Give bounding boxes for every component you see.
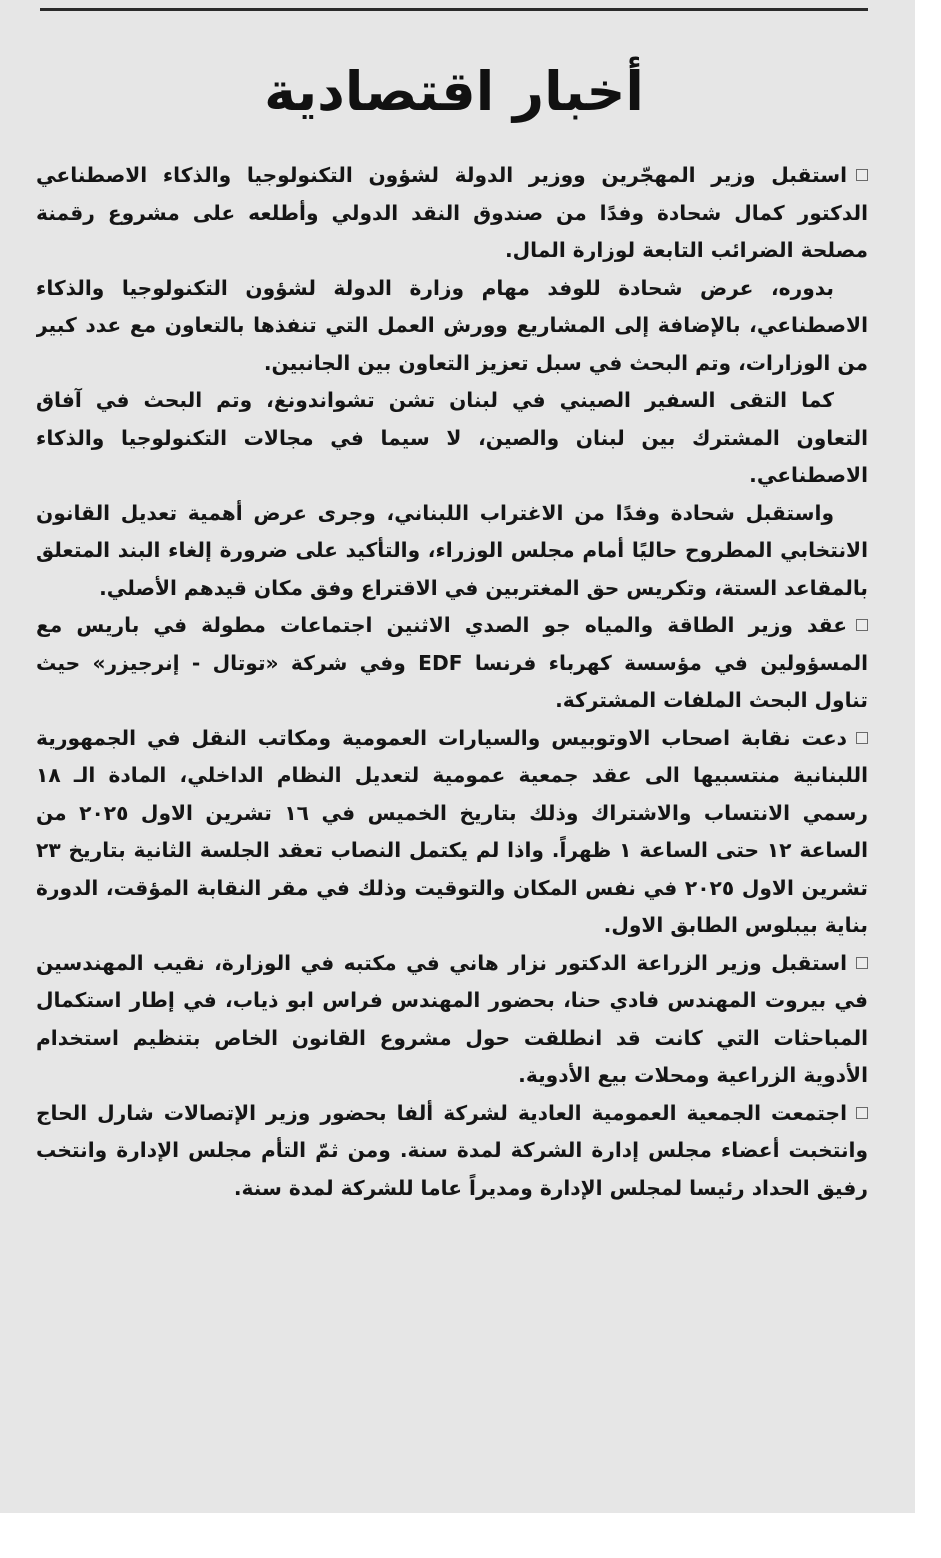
square-bullet-icon <box>856 957 868 969</box>
paragraph-text: كما التقى السفير الصيني في لبنان تشن تشواندونغ، وتم البحث في آفاق التعاون المشترك بين لبنان والصين، لا سيما في مجالات التكنولوجيا والذكاء الاصطناعي. <box>36 388 868 487</box>
news-item <box>36 720 868 945</box>
news-item <box>36 382 868 495</box>
section-title: أخبار اقتصادية <box>264 60 644 123</box>
paragraph-text: استقبل وزير الزراعة الدكتور نزار هاني في مكتبه في الوزارة، نقيب المهندسين في بيروت المهندس فادي حنا، بحضور المهندس فراس ابو ذياب، في إطار استكمال المباحثات التي كانت قد انطلقت حول مشروع القانون الخاص بتنظيم استخدام الأدوية الزراعية ومحلات بيع الأدوية. <box>36 950 868 1087</box>
news-item <box>36 157 868 270</box>
paragraph-text: واستقبل شحادة وفدًا من الاغتراب اللبناني، وجرى عرض أهمية تعديل القانون الانتخابي المطروح حاليًا أمام مجلس الوزراء، والتأكيد على ضرورة إلغاء البند المتعلق بالمقاعد الستة، وتكريس حق المغتربين في الاقتراع وفق مكان قيدهم الأصلي. <box>36 500 868 600</box>
square-bullet-icon <box>856 1107 868 1119</box>
news-item <box>36 607 868 720</box>
news-column <box>36 157 868 1497</box>
square-bullet-icon <box>856 732 868 744</box>
news-item <box>36 945 868 1095</box>
paragraph-text: استقبل وزير المهجّرين ووزير الدولة لشؤون التكنولوجيا والذكاء الاصطناعي الدكتور كمال شحادة وفدًا من صندوق النقد الدولي وأطلعه على مشروع رقمنة مصلحة الضرائب التابعة لوزارة المال. <box>36 163 868 262</box>
paragraph-text: بدوره، عرض شحادة للوفد مهام وزارة الدولة لشؤون التكنولوجيا والذكاء الاصطناعي، بالإضافة إلى المشاريع وورش العمل التي تنفذها بالتعاون مع عدد كبير من الوزارات، وتم البحث في سبل تعزيز التعاون بين الجانبين. <box>36 275 868 375</box>
news-item <box>36 495 868 608</box>
paragraph-text: اجتمعت الجمعية العمومية العادية لشركة ألفا بحضور وزير الإتصالات شارل الحاج وانتخبت أعضاء مجلس إدارة الشركة لمدة سنة. ومن ثمّ التأم مجلس الإدارة وانتخب رفيق الحداد رئيسا لمجلس الإدارة ومديراً عاما للشركة لمدة سنة. <box>36 1100 868 1200</box>
square-bullet-icon <box>856 619 868 631</box>
square-bullet-icon <box>856 169 868 181</box>
paragraph-text: عقد وزير الطاقة والمياه جو الصدي الاثنين اجتماعات مطولة في باريس مع المسؤولين في مؤسسة كهرباء فرنسا EDF وفي شركة «توتال - إنرجيزر» حيث تناول البحث الملفات المشتركة. <box>36 613 868 712</box>
news-item <box>36 270 868 383</box>
top-divider <box>40 8 868 11</box>
news-item <box>36 1095 868 1208</box>
paragraph-text: دعت نقابة اصحاب الاوتوبيس والسيارات العمومية ومكاتب النقل في الجمهورية اللبنانية منتسبيها الى عقد جمعية عمومية لتعديل النظام الداخلي، المادة الـ ١٨ رسمي الانتساب والاشتراك وذلك بتاريخ الخميس في ١٦ تشرين الاول ٢٠٢٥ من الساعة ١٢ حتى الساعة ١ ظهراً. واذا لم يكتمل النصاب تعقد الجلسة الثانية بتاريخ ٢٣ تشرين الاول ٢٠٢٥ في نفس المكان والتوقيت وذلك في مقر النقابة المؤقت، الدورة بناية بيبلوس الطابق الاول. <box>36 725 868 937</box>
